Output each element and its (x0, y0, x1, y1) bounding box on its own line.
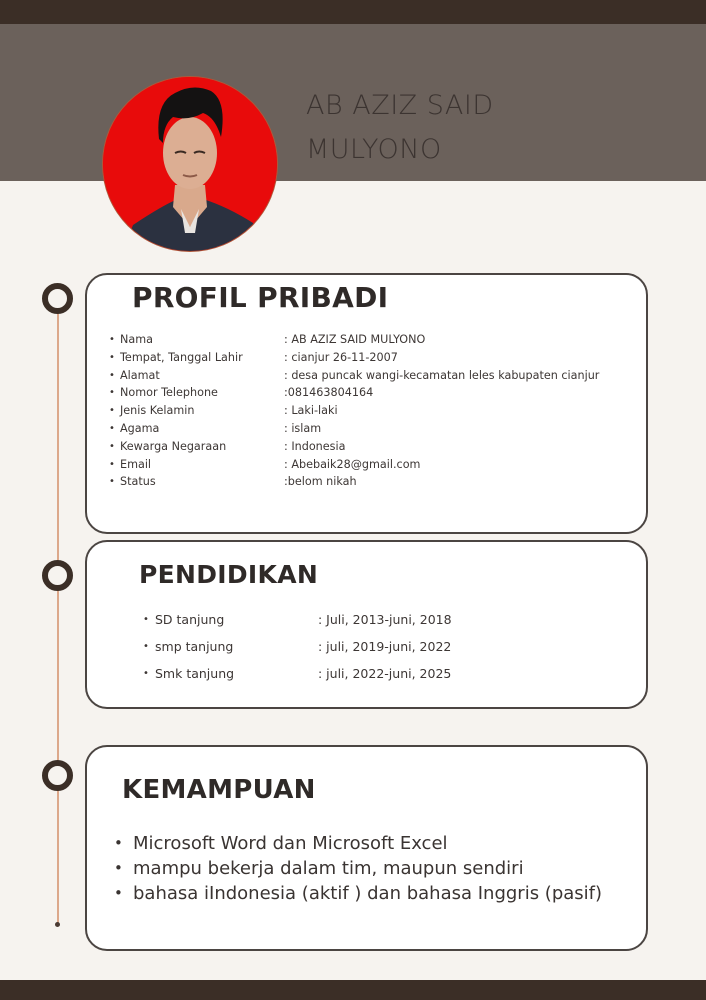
profile-value: : cianjur 26-11-2007 (284, 350, 398, 364)
bottom-bar (0, 980, 706, 1000)
section-title-profile: PROFIL PRIBADI (132, 281, 389, 314)
profile-value: : AB AZIZ SAID MULYONO (284, 333, 426, 346)
profile-label: • Agama (109, 420, 284, 438)
profile-item (109, 438, 599, 456)
profile-label: • Jenis Kelamin (109, 402, 284, 420)
profile-value: : Laki-laki (284, 404, 338, 418)
top-bar (0, 0, 706, 24)
timeline-end-dot (55, 922, 60, 927)
profile-label: • Kewarga Negaraan (109, 438, 284, 456)
profile-label: • Nama (109, 331, 284, 349)
profile-value: : Indonesia (284, 439, 346, 453)
profile-label: • Email (109, 456, 284, 474)
profile-item (109, 384, 599, 402)
profile-value: : desa puncak wangi-kecamatan leles kabupaten cianjur (284, 368, 600, 382)
education-item (143, 606, 452, 633)
profile-item (109, 349, 599, 367)
name-line-1: AB AZIZ SAID (306, 90, 494, 121)
profile-card (85, 273, 648, 534)
profile-item (109, 420, 599, 438)
profile-item (109, 331, 599, 349)
school-name: • SD tanjung (143, 606, 318, 633)
profile-value: :081463804164 (284, 386, 374, 400)
profile-label: • Status (109, 473, 284, 491)
profile-list (109, 331, 599, 491)
profile-label: • Nomor Telephone (109, 384, 284, 402)
school-name: • smp tanjung (143, 633, 318, 660)
name-line-2: MULYONO (306, 134, 442, 165)
full-name (306, 84, 566, 172)
profile-item (109, 367, 599, 385)
profile-value: : Abebaik28@gmail.com (284, 457, 421, 471)
profile-photo (103, 77, 277, 251)
profile-label: • Tempat, Tanggal Lahir (109, 349, 284, 367)
profile-value: :belom nikah (284, 475, 357, 489)
skill-item: • Microsoft Word dan Microsoft Excel (111, 831, 611, 856)
profile-item (109, 456, 599, 474)
timeline-marker-icon (42, 760, 73, 791)
education-item (143, 660, 452, 687)
skills-list (111, 831, 611, 906)
section-title-education: PENDIDIKAN (139, 560, 319, 589)
profile-label: • Alamat (109, 367, 284, 385)
section-title-skills: KEMAMPUAN (122, 775, 316, 805)
profile-item (109, 473, 599, 491)
profile-item (109, 402, 599, 420)
education-list (143, 606, 452, 687)
education-card (85, 540, 648, 709)
school-name: • Smk tanjung (143, 660, 318, 687)
school-period: : juli, 2019-juni, 2022 (318, 639, 452, 654)
skill-item: • mampu bekerja dalam tim, maupun sendiri (111, 856, 611, 881)
timeline-marker-icon (42, 283, 73, 314)
person-photo-icon (103, 77, 277, 251)
skills-card (85, 745, 648, 951)
timeline-marker-icon (42, 560, 73, 591)
skill-item: • bahasa iIndonesia (aktif ) dan bahasa Inggris (pasif) (111, 881, 611, 906)
school-period: : juli, 2022-juni, 2025 (318, 666, 452, 681)
profile-value: : islam (284, 421, 322, 435)
school-period: : Juli, 2013-juni, 2018 (318, 612, 452, 627)
timeline-line (57, 305, 59, 925)
education-item (143, 633, 452, 660)
